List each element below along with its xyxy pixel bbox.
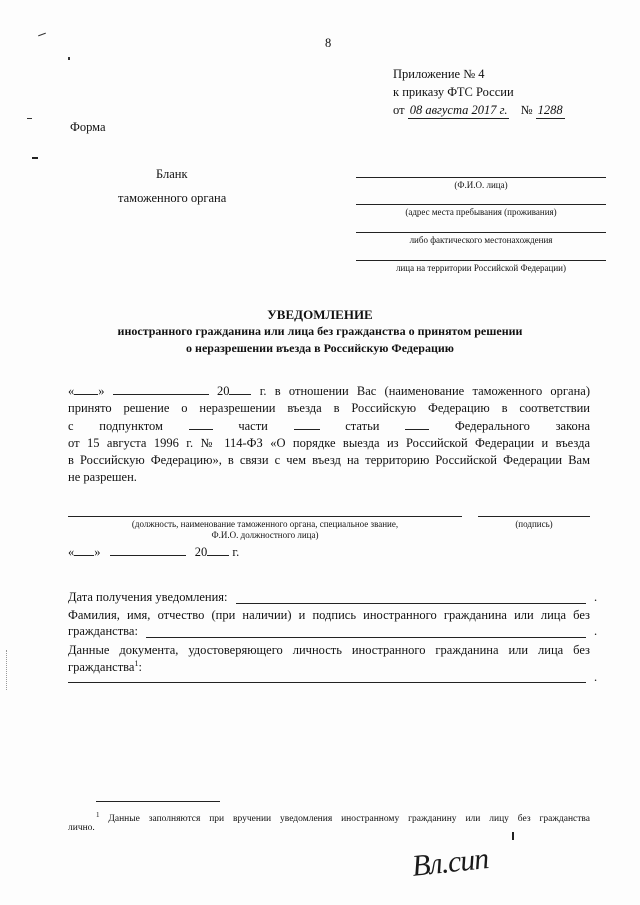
day-blank xyxy=(74,382,98,395)
body-row-1: « » 20 г. в отношении Вас (наименование таможенного органа) xyxy=(68,384,590,398)
official-year-blank xyxy=(207,543,229,556)
official-date-row: « » 20 г. xyxy=(68,545,240,559)
month-blank xyxy=(113,382,209,395)
notice-subtitle-1: иностранного гражданина или лица без гражданства о принятом решении xyxy=(117,324,523,338)
blank-line1: Бланк xyxy=(156,167,188,181)
form-label: Форма xyxy=(70,120,106,134)
scan-mark xyxy=(68,57,70,60)
actual-location-caption: либо фактического местонахождения xyxy=(409,235,553,245)
address-caption: (адрес места пребывания (проживания) xyxy=(405,207,557,217)
scan-mark xyxy=(512,832,514,840)
part-blank xyxy=(294,417,320,430)
body-row-3: с подпунктом части статьи Федерального закона xyxy=(68,419,591,433)
footnote-line1: Данные заполняются при вручении уведомления иностранному гражданину или лицу без гражданства xyxy=(108,814,590,825)
article-blank xyxy=(405,417,429,430)
body-row-5: в Российскую Федерацию», в связи с чем въезд на территорию Российской Федерации Вам xyxy=(68,453,590,467)
actual-location-line xyxy=(356,232,606,233)
page-number: 8 xyxy=(325,36,332,50)
number-prefix: № xyxy=(520,103,533,117)
order-number: 1288 xyxy=(537,103,563,117)
official-caption-1: (должность, наименование таможенного органа, специальное звание, xyxy=(131,519,399,529)
fio-line xyxy=(356,177,606,178)
margin-speck xyxy=(6,650,8,690)
footnote xyxy=(96,808,590,827)
body-row-6: не разрешен. xyxy=(68,470,137,484)
document-page: 8 Приложение № 4 к приказу ФТС России от 08 августа 2017 г. № 1288 Форма Бланк таможенного органа (Ф.И.О. лица) (адрес места пребывания (проживания) либо фактического местонахождения лица на территории Российской Федерации) УВЕДОМЛЕНИЕ иностранного гражданина или лица без гражданства о принятом решении о неразрешении въезда в Российскую Федерацию « » 20 г. в отношении Вас (наименование таможенного органа) принято решение о неразрешении въезда в Российскую Федерацию в соответствии с подпунктом части статьи Федерального закона от 15 августа 1996 г. № 114-ФЗ «О порядке выезда из Российской Федерации и въезда в Российскую Федерацию», в связи с чем въезд на территорию Российской Федерации Вам не разрешен. (должность, наименование таможенного органа, специальное звание, Ф.И.О. должностного лица) (подпись) « » 20 г. Дата получения уведомления: . Фамилия, имя, отчество (при наличии) и подпись иностранного гражданина или лица без гражданства: . Данные документа, удостоверяющего личность иностранного гражданина или лица без гражданства$^1$: . $^1$ Данные заполняются при вручении уведомления иностранному гражданину или лицу без гражданства лично. Вл.сип xyxy=(0,0,640,905)
territory-caption: лица на территории Российской Федерации) xyxy=(396,263,566,273)
official-line xyxy=(68,516,462,517)
receipt-fio-line2: гражданства: xyxy=(68,624,138,638)
receipt-fio-block xyxy=(68,607,590,624)
signature-line xyxy=(478,516,590,517)
order-date: 08 августа 2017 г. xyxy=(409,103,508,117)
receipt-doc-block xyxy=(68,642,590,659)
footnote-line2: лично. xyxy=(68,823,95,833)
footnote-separator xyxy=(96,801,220,802)
official-day-blank xyxy=(74,543,94,556)
footnote-mark: 1 xyxy=(96,811,100,819)
address-line xyxy=(356,204,606,205)
scan-mark xyxy=(32,157,38,159)
scan-mark xyxy=(27,118,32,119)
handwritten-signature: Вл.сип xyxy=(410,842,490,883)
notice-body xyxy=(68,382,590,486)
appendix-line1: Приложение № 4 xyxy=(393,67,485,81)
footnote-ref: 1 xyxy=(134,659,139,668)
body-row-4: от 15 августа 1996 г. № 114-ФЗ «О порядке выезда из Российской Федерации и въезда xyxy=(68,436,590,450)
receipt-date-label: Дата получения уведомления: xyxy=(68,590,228,604)
blank-line2: таможенного органа xyxy=(118,191,227,205)
fio-caption: (Ф.И.О. лица) xyxy=(454,180,508,190)
appendix-line2: к приказу ФТС России xyxy=(393,85,514,99)
receipt-doc-line1: Данные документа, удостоверяющего личность иностранного гражданина или лица без xyxy=(68,643,590,657)
signature-caption: (подпись) xyxy=(515,519,553,529)
year-blank xyxy=(229,382,251,395)
receipt-doc-line[interactable] xyxy=(68,682,586,683)
receipt-fio-line1: Фамилия, имя, отчество (при наличии) и подпись иностранного гражданина или лица без xyxy=(68,608,590,622)
date-prefix: от xyxy=(393,103,405,117)
subparagraph-blank xyxy=(189,417,213,430)
receipt-fio-line[interactable] xyxy=(146,637,586,638)
notice-title: УВЕДОМЛЕНИЕ xyxy=(267,307,373,322)
official-month-blank xyxy=(110,543,186,556)
scan-mark xyxy=(38,33,46,37)
receipt-doc-line2: гражданства$^1$: xyxy=(68,659,142,675)
territory-line xyxy=(356,260,606,261)
receipt-date-line[interactable] xyxy=(236,603,586,604)
notice-subtitle-2: о неразрешении въезда в Российскую Федерацию xyxy=(186,341,454,355)
appendix-date-row xyxy=(393,103,565,119)
official-caption-2: Ф.И.О. должностного лица) xyxy=(211,530,319,540)
body-row-2: принято решение о неразрешении въезда в Российскую Федерацию в соответствии xyxy=(68,401,590,415)
